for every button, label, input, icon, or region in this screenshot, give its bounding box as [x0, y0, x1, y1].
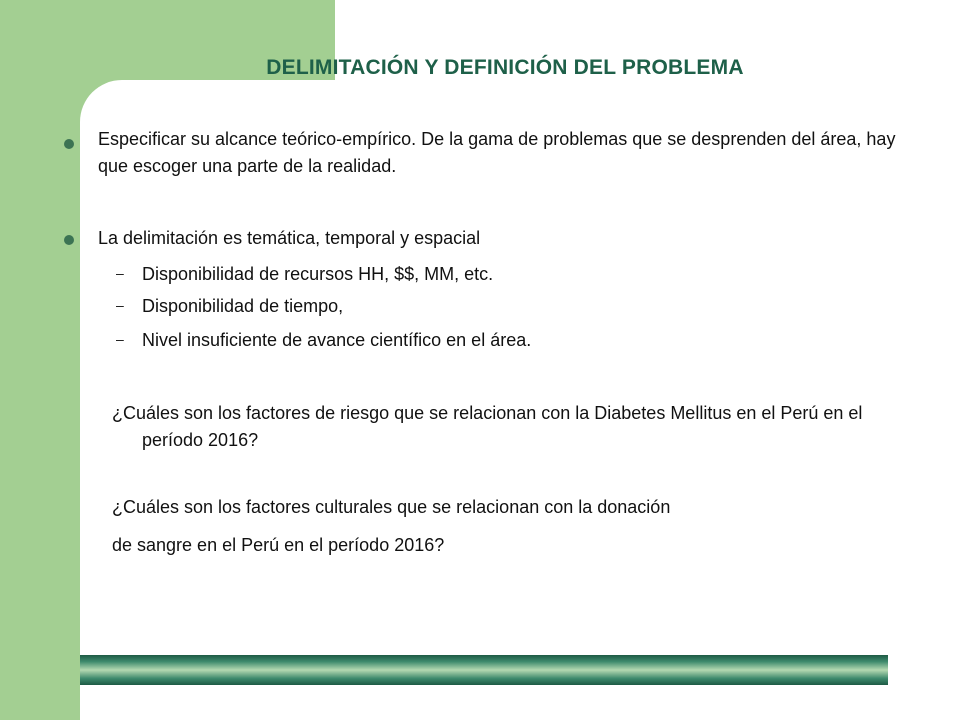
question-diabetes: ¿Cuáles son los factores de riesgo que se relacionan con la Diabetes Mellitus en el Perú en el período 2016? [112, 403, 863, 450]
sub-item-avance: Nivel insuficiente de avance científico en el área. [142, 330, 532, 350]
bullet-dot-icon [64, 235, 74, 245]
sub-item-tiempo: Disponibilidad de tiempo, [142, 296, 344, 316]
left-green-stripe [0, 0, 80, 720]
dash-icon: – [116, 297, 124, 313]
dash-icon: – [116, 331, 124, 347]
slide-title: DELIMITACIÓN Y DEFINICIÓN DEL PROBLEMA [266, 56, 744, 79]
question-donacion-line2: de sangre en el Perú en el período 2016? [112, 535, 445, 555]
question-donacion-line1: ¿Cuáles son los factores culturales que se relacionan con la donación [112, 497, 671, 517]
bullet-delimitacion: La delimitación es temática, temporal y espacial [98, 228, 481, 248]
bullet-alcance: Especificar su alcance teórico-empírico. De la gama de problemas que se desprenden del área, hay que escoger una parte de la realidad. [98, 129, 896, 176]
sub-item-recursos: Disponibilidad de recursos HH, $$, MM, etc. [142, 264, 494, 284]
bottom-gradient-bar [80, 655, 888, 685]
bullet-dot-icon [64, 139, 74, 149]
dash-icon: – [116, 265, 124, 281]
